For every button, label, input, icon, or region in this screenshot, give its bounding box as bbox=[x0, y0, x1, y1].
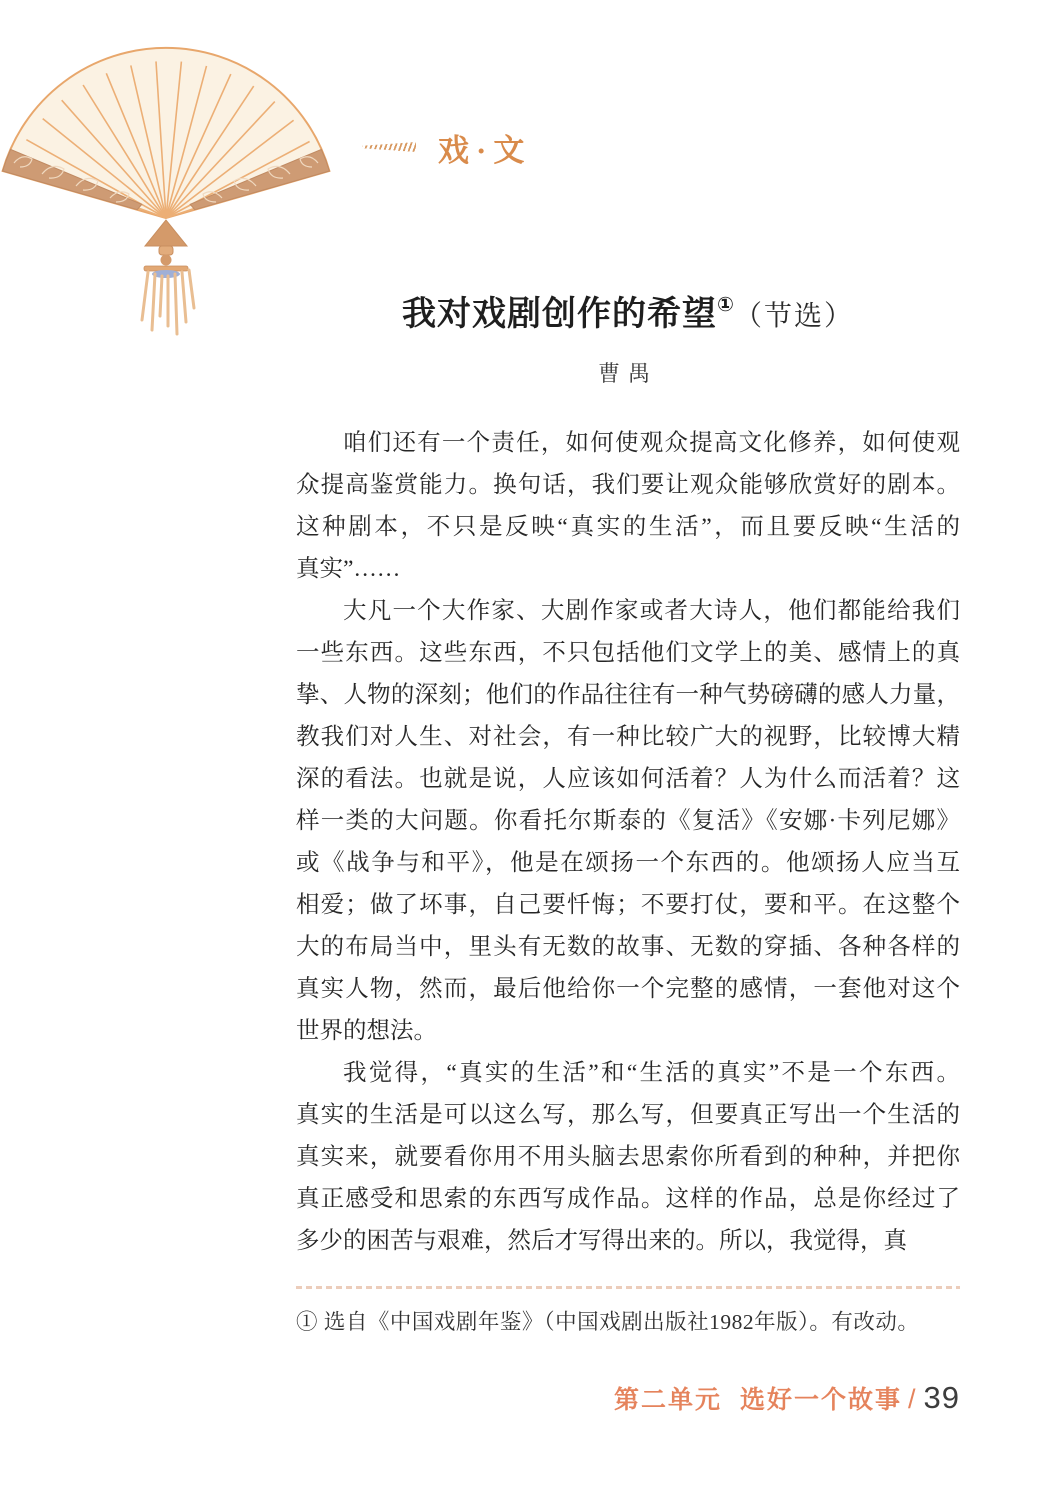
paragraph bbox=[296, 422, 960, 590]
section-label: 戏·文 bbox=[438, 132, 532, 168]
text-line: 这种剧本，不只是反映“真实的生活”，而且要反映“生活的 bbox=[296, 514, 960, 540]
text-line: 深的看法。也就是说，人应该如何活着？人为什么而活着？这 bbox=[296, 766, 960, 792]
text-line: 教我们对人生、对社会，有一种比较广大的视野，比较博大精 bbox=[296, 724, 960, 750]
text-line: 真实来，就要看你用不用头脑去思索你所看到的种种，并把你 bbox=[296, 1144, 960, 1170]
author-name: 曹禺 bbox=[597, 361, 658, 386]
article bbox=[296, 286, 960, 1262]
text-line: 大凡一个大作家、大剧作家或者大诗人，他们都能给我们 bbox=[343, 598, 960, 624]
text-line: 真实人物，然而，最后他给你一个完整的感情，一套他对这个 bbox=[296, 976, 960, 1002]
tassel-icon bbox=[142, 220, 194, 334]
footnote-text: ① 选自《中国戏剧年鉴》（中国戏剧出版社1982年版）。有改动。 bbox=[296, 1310, 920, 1334]
text-line: 大的布局当中，里头有无数的故事、无数的穿插、各种各样的 bbox=[296, 934, 960, 960]
footer-separator: / bbox=[908, 1384, 916, 1414]
paragraph bbox=[296, 590, 960, 1052]
page-number: 39 bbox=[923, 1380, 960, 1415]
text-line: 多少的困苦与艰难，然后才写得出来的。所以，我觉得，真 bbox=[296, 1228, 907, 1254]
article-title bbox=[296, 286, 960, 335]
text-line: 众提高鉴赏能力。换句话，我们要让观众能够欣赏好的剧本。 bbox=[296, 472, 960, 498]
text-line: 真正感受和思索的东西写成作品。这样的作品，总是你经过了 bbox=[296, 1186, 960, 1212]
body-text bbox=[296, 422, 960, 1262]
text-line: 真实”…… bbox=[296, 556, 401, 582]
hatch-line-icon bbox=[362, 142, 416, 152]
text-line: 世界的想法。 bbox=[296, 1018, 437, 1044]
footnote-reference-mark: ① bbox=[717, 294, 734, 316]
footnote-divider bbox=[296, 1286, 960, 1289]
folding-fan-icon bbox=[0, 8, 346, 343]
text-line: 样一类的大问题。你看托尔斯泰的《复活》《安娜·卡列尼娜》 bbox=[296, 808, 960, 834]
section-tag bbox=[362, 126, 531, 168]
title-text: 我对戏剧创作的希望 bbox=[402, 295, 718, 333]
page-footer bbox=[614, 1380, 960, 1416]
unit-label: 第二单元 bbox=[613, 1386, 722, 1414]
title-suffix: （节选） bbox=[733, 301, 854, 332]
text-line: 相爱；做了坏事，自己要忏悔；不要打仗，要和平。在这整个 bbox=[296, 892, 960, 918]
text-line: 真实的生活是可以这么写，那么写，但要真正写出一个生活的 bbox=[296, 1102, 960, 1128]
unit-title: 选好一个故事 bbox=[739, 1386, 902, 1414]
text-line: 或《战争与和平》，他是在颂扬一个东西的。他颂扬人应当互 bbox=[296, 850, 960, 876]
text-line: 挚、人物的深刻；他们的作品往往有一种气势磅礴的感人力量， bbox=[296, 682, 960, 708]
text-line: 咱们还有一个责任，如何使观众提高文化修养，如何使观 bbox=[343, 430, 960, 456]
text-line: 我觉得，“真实的生活”和“生活的真实”不是一个东西。 bbox=[343, 1060, 960, 1086]
footnote bbox=[296, 1286, 960, 1336]
paragraph bbox=[296, 1052, 960, 1262]
text-line: 一些东西。这些东西，不只包括他们文学上的美、感情上的真 bbox=[296, 640, 960, 666]
folding-fan-illustration bbox=[0, 8, 346, 343]
